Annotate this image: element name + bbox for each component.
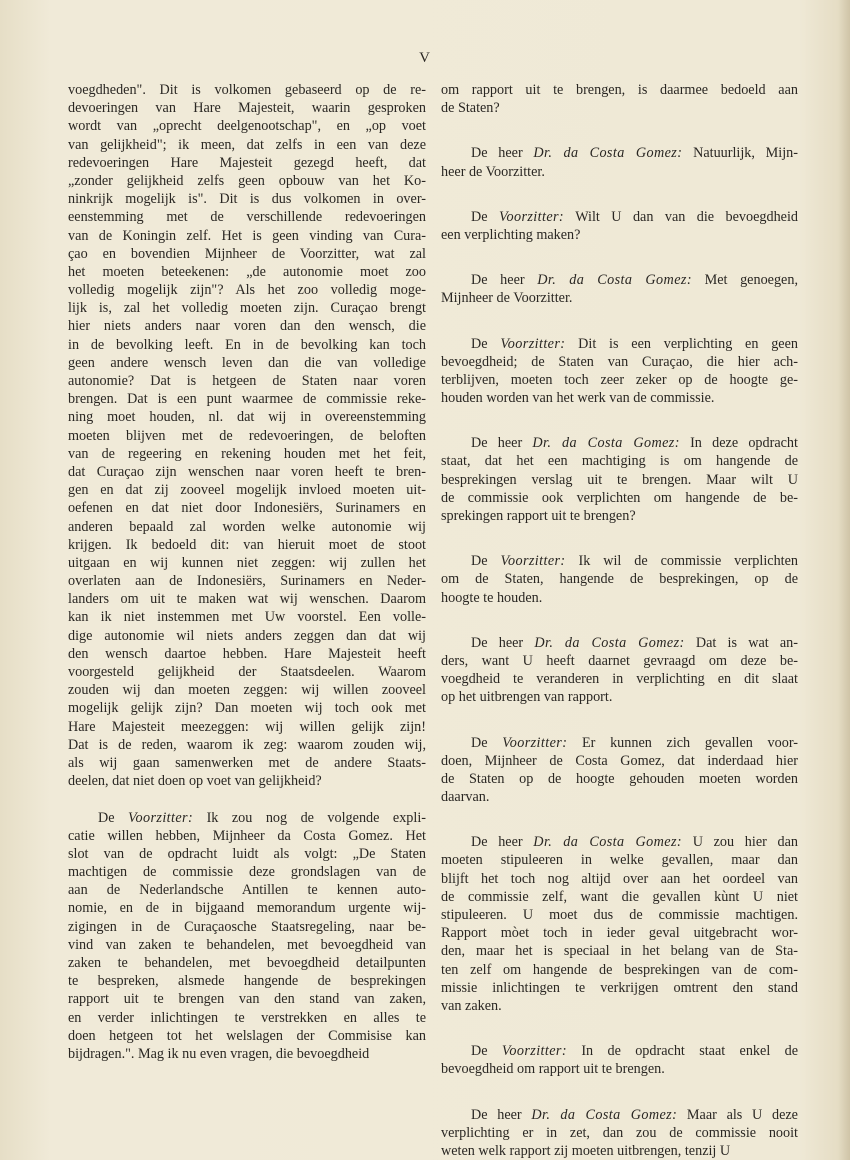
- left-column: [68, 81, 426, 1063]
- text-line: De heer Dr. da Costa Gomez: Dat is wat an-: [471, 634, 798, 651]
- text-line: uitgaan en wij kunnen niet zeggen: wij zullen het: [68, 554, 426, 571]
- text-line: van de Koningin zelf. Het is geen vinding van Cura-: [68, 227, 426, 244]
- text-line: landers om uit te maken wat wij wenschen. Daarom: [68, 591, 426, 608]
- text-line: eenstemming met de verschillende redevoeringen: [68, 209, 426, 226]
- text-line: te bespreken, alsmede hangende de besprekingen: [68, 973, 426, 990]
- text-line: besprekingen verslag uit te brengen. Maar wilt U: [441, 471, 798, 488]
- text-line: mogelijk gelijk zijn? Dan moeten wij toch ook met: [68, 700, 426, 717]
- text-line: om de Staten, hangende de besprekingen, op de: [441, 571, 798, 588]
- text-line: dige autonomie wil niets anders zeggen dan dat wij: [68, 627, 426, 644]
- speaker-name: Voorzitter:: [128, 809, 194, 826]
- paragraph-gap: [441, 1079, 798, 1106]
- text-line: voorgesteld gelijkheid der Staatsdeelen. Waarom: [68, 664, 426, 680]
- text-line: De Voorzitter: Ik zou nog de volgende expli-: [98, 809, 426, 826]
- text-line: devoeringen van Hare Majesteit, waarin gesproken: [68, 100, 426, 117]
- text-line: zaken te behandelen, met bevoegdheid detailpunten: [68, 955, 426, 971]
- text-line: bijdragen.". Mag ik nu even vragen, die bevoegdheid: [68, 1045, 370, 1062]
- text-line: houden worden van het werk van de commissie.: [441, 390, 715, 407]
- text-line: kan ik niet instemmen met Uw voorstel. Een volle-: [68, 609, 426, 626]
- text-line: De heer Dr. da Costa Gomez: Natuurlijk, Mijn-: [471, 145, 798, 162]
- text-line: voegdheden". Dit is volkomen gebaseerd op de re-: [68, 82, 426, 98]
- text-line: om rapport uit te brengen, is daarmee bedoeld aan: [441, 82, 798, 98]
- paragraph-gap: [441, 525, 798, 552]
- text-line: zigingen in de Curaçaosche Staatsregeling, naar be-: [68, 918, 426, 935]
- text-line: Dat is de reden, waarom ik zeg: waarom zouden wij,: [68, 736, 426, 753]
- text-line: de Staten?: [441, 100, 500, 117]
- page-number: V: [419, 50, 431, 66]
- text-line: ders, want U heeft daarnet gevraagd om deze be-: [441, 652, 798, 669]
- text-line: blijft het toch nog altijd over aan het oordeel van: [441, 870, 798, 887]
- text-line: redevoeringen Hare Majesteit gezegd heeft, dat: [68, 154, 426, 171]
- text-line: wordt van „oprecht deelgenootschap", en „op voet: [68, 118, 426, 135]
- text-line: nomie, en de in bijgaand memorandum urgente wij-: [68, 900, 426, 917]
- speaker-name: Voorzitter:: [502, 734, 568, 751]
- text-line: volledig mogelijk zijn"? Als het zoo volledig moge-: [68, 282, 426, 299]
- text-line: De heer Dr. da Costa Gomez: Maar als U deze: [471, 1106, 798, 1123]
- text-line: machtigen de commissie deze grondslagen van de: [68, 864, 426, 881]
- text-line: hoogte te houden.: [441, 589, 543, 606]
- text-line: van gelijkheid"; ik meen, dat zelfs in een van deze: [68, 136, 426, 153]
- text-line: rapport uit te brengen van den stand van zaken,: [68, 991, 426, 1008]
- text-line: moeten stipuleeren in welke gevallen, maar dan: [441, 852, 798, 869]
- text-line: De Voorzitter: Wilt U dan van die bevoegdheid: [471, 208, 798, 225]
- text-line: de commissie ook verplichten om hangende de be-: [441, 489, 798, 506]
- speaker-name: Dr. da Costa Gomez:: [534, 634, 685, 651]
- text-line: geen andere wensch leven dan die van volledige: [68, 354, 426, 371]
- text-line: hier niets anders naar voren dan den wensch, die: [68, 318, 426, 335]
- text-line: De heer Dr. da Costa Gomez: In deze opdracht: [471, 435, 798, 452]
- text-line: zouden wij dan moeten zeggen: wij willen zooveel: [68, 682, 426, 699]
- text-line: van zaken.: [441, 997, 502, 1014]
- paragraph-gap: [68, 790, 426, 808]
- text-line: in de bevolking leeft. En in de bevolking kan toch: [68, 336, 426, 353]
- speaker-name: Voorzitter:: [498, 208, 565, 225]
- text-line: Rapport mòet toch in ieder geval uitgebracht wor-: [441, 925, 798, 942]
- paragraph-gap: [441, 308, 798, 335]
- text-line: Mijnheer de Voorzitter.: [441, 290, 573, 307]
- paragraph-gap: [441, 607, 798, 634]
- text-line: ning moet houden, nl. dat wij in overeenstemming: [68, 409, 426, 426]
- page-edge-shadow: [838, 0, 850, 1160]
- text-line: brengen. Dat is een punt waarmee de commissie reke-: [68, 391, 426, 408]
- text-line: krijgen. Ik bedoeld dit: van hieruit moet de stoot: [68, 536, 426, 553]
- text-line: sprekingen rapport uit te brengen?: [441, 508, 636, 524]
- text-line: de commissie zelf, want die gevallen kùnt U niet: [441, 888, 798, 905]
- text-line: terblijven, moeten toch zeer zeker op de hoogte ge-: [441, 371, 798, 388]
- text-line: doen, Mijnheer de Costa Gomez, dat inderdaad hier: [441, 752, 798, 769]
- text-line: dat Curaçao zijn wenschen naar voren heeft te bren-: [68, 463, 426, 480]
- speaker-name: Voorzitter:: [500, 553, 566, 570]
- text-line: den wensch daartoe hebben. Hare Majesteit heeft: [68, 645, 426, 662]
- text-line: als wij gaan samenwerken met de andere Staats-: [68, 754, 426, 771]
- speaker-name: Dr. da Costa Gomez:: [531, 1106, 678, 1123]
- text-line: gen en dat zij zooveel mogelijk invloed moeten uit-: [68, 482, 426, 499]
- text-line: lijk is, zal het volledig moeten zijn. Curaçao brengt: [68, 300, 426, 317]
- text-line: catie willen hebben, Mijnheer da Costa Gomez. Het: [68, 827, 426, 844]
- text-line: bevoegdheid; de Staten van Curaçao, die hier ach-: [441, 353, 798, 370]
- speaker-name: Dr. da Costa Gomez:: [533, 834, 683, 851]
- text-line: den, maar het is speciaal in het belang van de Sta-: [441, 943, 798, 960]
- text-line: staat, dat het een machtiging is om hangende de: [441, 453, 798, 470]
- speaker-name: Voorzitter:: [501, 1043, 567, 1060]
- text-line: overlaten aan de Indonesiërs, Surinamers en Neder-: [68, 573, 426, 590]
- text-line: daarvan.: [441, 789, 490, 806]
- text-line: stipuleeren. U moet dus de commissie machtigen.: [441, 907, 798, 923]
- paragraph-gap: [441, 707, 798, 734]
- text-line: moeten blijven met de redevoeringen, de beloften: [68, 427, 426, 444]
- paragraph-gap: [441, 407, 798, 434]
- text-line: „zonder gelijkheid zelfs geen opbouw van het Ko-: [68, 172, 426, 189]
- text-line: çao en bovendien Mijnheer de Voorzitter, wat zal: [68, 245, 426, 262]
- text-line: weten welk rapport zij moeten uitbrengen, tenzij U: [441, 1142, 731, 1159]
- text-line: slot van de opdracht luidt als volgt: „De Staten: [68, 845, 426, 862]
- text-line: De Voorzitter: Ik wil de commissie verplichten: [471, 553, 798, 570]
- text-line: De heer Dr. da Costa Gomez: U zou hier dan: [471, 834, 798, 851]
- text-line: De Voorzitter: Dit is een verplichting en geen: [471, 335, 798, 352]
- text-line: heer de Voorzitter.: [441, 163, 545, 180]
- text-line: ninkrijk mogelijk is". Dit is dus volkomen in over-: [68, 191, 426, 208]
- text-line: missie inlichtingen te verkrijgen omtrent den stand: [441, 979, 798, 996]
- text-line: aan de Nederlandsche Antillen te kennen auto-: [68, 882, 426, 899]
- text-line: autonomie? Dat is hetgeen de Staten naar voren: [68, 373, 426, 389]
- text-line: De Voorzitter: In de opdracht staat enkel de: [471, 1043, 798, 1060]
- text-line: De heer Dr. da Costa Gomez: Met genoegen,: [471, 272, 798, 289]
- text-line: de Staten op de hoogte gehouden moeten worden: [441, 770, 798, 787]
- text-line: het moeten beteekenen: „de autonomie moet zoo: [68, 263, 426, 280]
- paragraph-gap: [441, 244, 798, 271]
- text-line: bevoegdheid om rapport uit te brengen.: [441, 1061, 665, 1078]
- text-line: vind van zaken te behandelen, met bevoegdheid van: [68, 936, 426, 953]
- speaker-name: Dr. da Costa Gomez:: [537, 272, 692, 289]
- text-line: en verder inlichtingen te verstrekken en alles te: [68, 1009, 426, 1026]
- paragraph-gap: [441, 1015, 798, 1042]
- text-line: doen hetgeen tot het welslagen der Commisise kan: [68, 1027, 426, 1044]
- paragraph-gap: [441, 117, 798, 144]
- text-line: op het uitbrengen van rapport.: [441, 689, 613, 706]
- paragraph-gap: [441, 181, 798, 208]
- text-line: ten zelf om hangende de besprekingen van de com-: [441, 961, 798, 978]
- text-line: De Voorzitter: Er kunnen zich gevallen voor-: [471, 734, 799, 751]
- speaker-name: Voorzitter:: [500, 335, 566, 352]
- paragraph-gap: [441, 806, 798, 833]
- text-line: Hare Majesteit meezeggen: wij willen gelijk zijn!: [68, 718, 426, 735]
- right-column: [441, 81, 798, 1160]
- text-line: verplichting er in zet, dan zou de commissie nooit: [441, 1124, 798, 1141]
- text-line: deelen, dat niet doen op voet van gelijkheid?: [68, 773, 322, 790]
- text-line: anderen bepaald zal worden welke autonomie wij: [68, 518, 426, 535]
- text-line: van de regeering en rekening houden met het feit,: [68, 445, 426, 462]
- speaker-name: Dr. da Costa Gomez:: [532, 435, 680, 452]
- text-line: een verplichting maken?: [441, 226, 581, 243]
- speaker-name: Dr. da Costa Gomez:: [533, 145, 683, 162]
- text-line: oefenen en dat niet door Indonesiërs, Surinamers en: [68, 500, 426, 517]
- text-line: voegdheid te veranderen in verplichting en dit slaat: [441, 671, 798, 688]
